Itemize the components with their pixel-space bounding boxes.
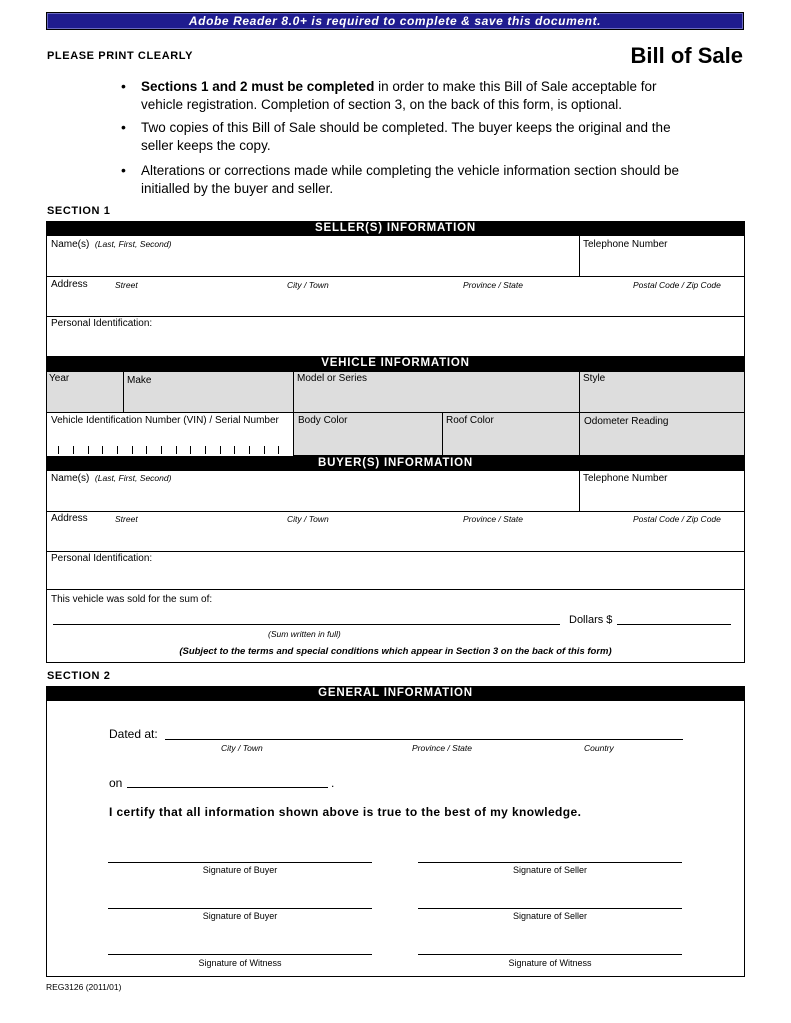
dated-city-hint: City / Town [221, 743, 263, 753]
dated-at-line[interactable] [165, 739, 683, 740]
vehicle-info-band: VEHICLE INFORMATION [46, 356, 745, 371]
date-line[interactable] [127, 787, 328, 788]
buyer-signature-label-2: Signature of Buyer [202, 911, 278, 921]
witness-signature-line-1[interactable] [108, 954, 372, 955]
seller-address-label: Address [51, 279, 88, 290]
seller-street-hint: Street [115, 280, 138, 290]
vehicle-body-color-label: Body Color [298, 415, 348, 426]
buyer-signature-line-1[interactable] [108, 862, 372, 863]
general-info-band: GENERAL INFORMATION [46, 686, 745, 701]
buyer-city-hint: City / Town [287, 514, 329, 524]
witness-signature-label-1: Signature of Witness [198, 958, 282, 968]
sum-written-line[interactable] [53, 624, 560, 625]
vehicle-model-label: Model or Series [297, 373, 368, 384]
vin-character-ticks [58, 446, 294, 454]
vehicle-odometer-label: Odometer Reading [584, 416, 669, 427]
vehicle-make-label: Make [127, 375, 152, 386]
buyer-telephone-label: Telephone Number [583, 473, 668, 484]
buyer-personal-id-label: Personal Identification: [51, 553, 153, 564]
sum-written-hint: (Sum written in full) [268, 629, 341, 639]
date-period: . [331, 776, 335, 790]
buyer-info-band: BUYER(S) INFORMATION [46, 456, 745, 471]
adobe-required-banner: Adobe Reader 8.0+ is required to complete & save this document. [46, 12, 744, 30]
subject-conditions-note: (Subject to the terms and special conditions which appear in Section 3 on the back of this form) [179, 646, 612, 657]
print-clearly-label: PLEASE PRINT CLEARLY [47, 50, 194, 62]
certify-statement: I certify that all information shown above is true to the best of my knowledge. [109, 805, 582, 819]
form-number: REG3126 (2011/01) [46, 982, 122, 992]
vehicle-roof-color-label: Roof Color [446, 415, 494, 426]
dollars-amount-line[interactable] [617, 624, 731, 625]
buyer-province-hint: Province / State [463, 514, 524, 524]
buyer-street-hint: Street [115, 514, 138, 524]
seller-info-band: SELLER(S) INFORMATION [46, 221, 745, 236]
section-1-label: SECTION 1 [47, 205, 111, 217]
dollars-label: Dollars $ [569, 614, 613, 626]
seller-names-label: Name(s) (Last, First, Second) [51, 239, 172, 250]
seller-signature-line-2[interactable] [418, 908, 682, 909]
seller-signature-line-1[interactable] [418, 862, 682, 863]
buyer-names-label: Name(s) (Last, First, Second) [51, 473, 172, 484]
on-label: on [109, 776, 123, 790]
seller-city-hint: City / Town [287, 280, 329, 290]
vehicle-style-label: Style [583, 373, 606, 384]
seller-postal-hint: Postal Code / Zip Code [633, 280, 721, 290]
vehicle-year-label: Year [49, 373, 70, 384]
instruction-item: • Sections 1 and 2 must be completed in order to make this Bill of Sale acceptable for vehicle registration. Completion of section 3, on the back of this form, is optional. [121, 78, 701, 113]
vehicle-vin-label: Vehicle Identification Number (VIN) / Serial Number [51, 415, 279, 426]
dated-province-hint: Province / State [412, 743, 473, 753]
dated-country-hint: Country [584, 743, 614, 753]
buyer-postal-hint: Postal Code / Zip Code [633, 514, 721, 524]
seller-telephone-label: Telephone Number [583, 239, 668, 250]
seller-province-hint: Province / State [463, 280, 524, 290]
seller-signature-label-2: Signature of Seller [512, 911, 588, 921]
page-title: Bill of Sale [630, 43, 743, 68]
sold-sum-label: This vehicle was sold for the sum of: [51, 594, 213, 605]
buyer-address-label: Address [51, 513, 88, 524]
section-2-label: SECTION 2 [47, 670, 111, 682]
instructions-list [121, 78, 701, 203]
instruction-item: • Two copies of this Bill of Sale should be completed. The buyer keeps the original and the seller keeps the copy. [121, 119, 701, 154]
buyer-signature-label-1: Signature of Buyer [202, 865, 278, 875]
seller-personal-id-label: Personal Identification: [51, 318, 153, 329]
buyer-signature-line-2[interactable] [108, 908, 372, 909]
dated-at-label: Dated at: [109, 727, 158, 741]
instruction-item: • Alterations or corrections made while completing the vehicle information section should be initialled by the buyer and seller. [121, 162, 701, 197]
seller-signature-label-1: Signature of Seller [512, 865, 588, 875]
witness-signature-label-2: Signature of Witness [508, 958, 592, 968]
witness-signature-line-2[interactable] [418, 954, 682, 955]
